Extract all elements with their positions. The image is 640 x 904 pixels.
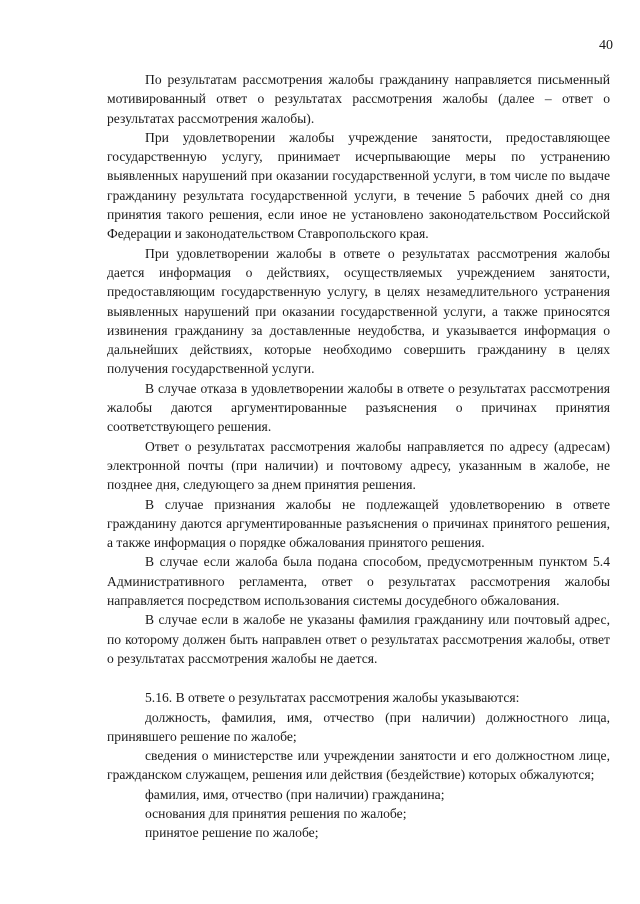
paragraph-delivery: Ответ о результатах рассмотрения жалобы направляется по адресу (адресам) электронной почты (при наличии) и почтовому адресу, указанным в жалобе, не позднее дня, следующего за днем принятия решения.	[107, 438, 610, 493]
document-body	[107, 70, 610, 843]
list-item: должность, фамилия, имя, отчество (при наличии) должностного лица, принявшего решение по жалобе;	[107, 709, 610, 744]
paragraph-unfounded: В случае признания жалобы не подлежащей удовлетворению в ответе гражданину даются аргументированные разъяснения о причинах принятого решения, а также информация о порядке обжалования принятого решения.	[107, 496, 610, 551]
page-number: 40	[599, 38, 613, 53]
paragraph-response: По результатам рассмотрения жалобы гражданину направляется письменный мотивированный ответ о результатах рассмотрения жалобы (далее – ответ о результатах рассмотрения жалобы).	[107, 72, 610, 126]
section-heading: 5.16. В ответе о результатах рассмотрения жалобы указываются:	[145, 690, 520, 706]
paragraph-satisfaction-info: При удовлетворении жалобы в ответе о результатах рассмотрения жалобы дается информация о действиях, осуществляемых учреждением занятости, предоставляющим государственную услугу, в целях незамедлительного устранения выявленных нарушений при оказании государственной услуги, а также приносятся извинения гражданину за доставленные неудобства, и указывается информация о дальнейших действиях, которые необходимо совершить гражданину в целях получения государственной услуги.	[107, 245, 610, 377]
section-gap	[107, 668, 610, 688]
paragraph-pretrial-system: В случае если жалоба была подана способом, предусмотренным пунктом 5.4 Административного регламента, ответ о результатах рассмотрения жалобы направляется посредством использования системы досудебного обжалования.	[107, 554, 610, 609]
list-item: фамилия, имя, отчество (при наличии) гражданина;	[145, 786, 445, 802]
paragraph-no-address: В случае если в жалобе не указаны фамилия гражданину или почтовый адрес, по которому должен быть направлен ответ о результатах рассмотрения жалобы, ответ о результатах рассмотрения жалобы не дается.	[107, 612, 610, 666]
list-item: принятое решение по жалобе;	[145, 825, 319, 841]
paragraph-satisfaction-measures: При удовлетворении жалобы учреждение занятости, предоставляющее государственную услугу, принимает исчерпывающие меры по устранению выявленных нарушений при оказании государственной услуги, в том числе по выдаче гражданину результата государственной услуги, в течение 5 рабочих дней со дня принятия такого решения, если иное не установлено законодательством Российской Федерации и законодательством Ставропольского края.	[107, 129, 610, 242]
paragraph-refusal: В случае отказа в удовлетворении жалобы в ответе о результатах рассмотрения жалобы даются аргументированные разъяснения о причинах принятия соответствующего решения.	[107, 380, 610, 435]
list-item: основания для принятия решения по жалобе;	[145, 805, 407, 821]
list-item: сведения о министерстве или учреждении занятости и его должностном лице, гражданском служащем, решения или действия (бездействие) которых обжалуются;	[107, 748, 610, 783]
